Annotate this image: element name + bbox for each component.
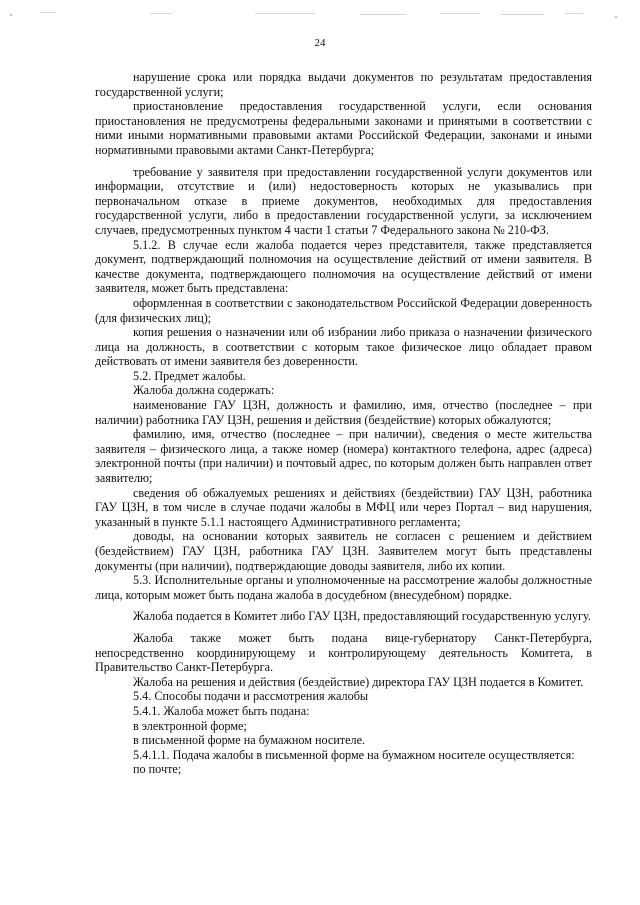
scan-artifact	[440, 13, 480, 14]
paragraph: 5.4. Способы подачи и рассмотрения жалобы	[133, 689, 369, 704]
paragraph: Жалоба на решения и действия (бездействие) директора ГАУ ЦЗН подается в Комитет.	[133, 674, 584, 689]
paragraph: фамилию, имя, отчество (последнее – при наличии), сведения о месте жительства заявителя – физического лица, а также номер (номера) контактного телефона, адрес (адреса) электронной почты (при наличии) и почтовый адрес, по которым должен быть направлен ответ заявителю;	[95, 427, 592, 486]
scan-artifact	[255, 13, 315, 14]
scan-artifact	[565, 13, 583, 14]
paragraph: копия решения о назначении или об избрании либо приказа о назначении физического лица на должность, в соответствии с которым такое физическое лицо обладает правом действовать от имени заявителя без доверенности.	[95, 325, 592, 369]
paragraph: нарушение срока или порядка выдачи документов по результатам предоставления государственной услуги;	[95, 70, 592, 99]
document-body	[95, 70, 592, 777]
paragraph: в электронной форме;	[133, 718, 247, 733]
paragraph: требование у заявителя при предоставлении государственной услуги документов или информации, отсутствие и (или) недостоверность которых не указывались при первоначальном отказе в приеме документов, необходимых для предоставления государственной услуги, либо в предоставлении государственной услуги, за исключением случаев, предусмотренных пунктом 4 части 1 статьи 7 Федерального закона № 210-ФЗ.	[95, 164, 592, 237]
page-number: 24	[314, 37, 326, 49]
scan-artifact	[40, 12, 56, 13]
paragraph: 5.1.2. В случае если жалоба подается через представителя, также представляется документ, подтверждающий полномочия на осуществление действий от имени заявителя. В качестве документа, подтверждающего полномочия на осуществление действий от имени заявителя, может быть представлена:	[95, 237, 592, 296]
paragraph-gap	[95, 158, 592, 165]
paragraph: по почте;	[133, 762, 182, 777]
paragraph: 5.2. Предмет жалобы.	[133, 368, 246, 383]
scan-artifact	[150, 13, 172, 14]
paragraph: наименование ГАУ ЦЗН, должность и фамилию, имя, отчество (последнее – при наличии) работника ГАУ ЦЗН, решения и действия (бездействие) которых обжалуются;	[95, 398, 592, 427]
paragraph: Жалоба подается в Комитет либо ГАУ ЦЗН, предоставляющий государственную услугу.	[133, 609, 591, 624]
scan-artifact	[360, 14, 406, 15]
paragraph: доводы, на основании которых заявитель не согласен с решением и действием (бездействием) ГАУ ЦЗН, работника ГАУ ЦЗН. Заявителем могут быть представлены документы (при наличии), подтверждающие доводы заявителя, либо их копии.	[95, 529, 592, 573]
scan-artifact	[10, 14, 12, 16]
paragraph: сведения об обжалуемых решениях и действиях (бездействии) ГАУ ЦЗН, работника ГАУ ЦЗН, в том числе в случае подачи жалобы в МФЦ или через Портал – вид нарушения, указанный в пункте 5.1.1 настоящего Административного регламента;	[95, 485, 592, 529]
paragraph: 5.4.1. Жалоба может быть подана:	[133, 703, 310, 718]
paragraph: приостановление предоставления государственной услуги, если основания приостановления не предусмотрены федеральными законами и принятыми в соответствии с ними иными нормативными правовыми актами Российской Федерации, законами и иными нормативными правовыми актами Санкт-Петербурга;	[95, 99, 592, 157]
paragraph: Жалоба должна содержать:	[133, 383, 275, 398]
paragraph: 5.4.1.1. Подача жалобы в письменной форме на бумажном носителе осуществляется:	[133, 747, 575, 762]
paragraph: 5.3. Исполнительные органы и уполномоченные на рассмотрение жалобы должностные лица, которым может быть подана жалоба в досудебном (внесудебном) порядке.	[95, 573, 592, 602]
paragraph-gap	[95, 602, 592, 609]
paragraph: Жалоба также может быть подана вице-губернатору Санкт-Петербурга, непосредственно координирующему и контролирующему деятельность Комитета, в Правительство Санкт-Петербурга.	[95, 630, 592, 675]
paragraph: в письменной форме на бумажном носителе.	[133, 733, 366, 748]
paragraph-gap	[95, 624, 592, 631]
paragraph: оформленная в соответствии с законодательством Российской Федерации доверенность (для физических лиц);	[95, 295, 592, 325]
scan-artifact	[500, 14, 544, 15]
scan-artifact	[615, 16, 617, 18]
